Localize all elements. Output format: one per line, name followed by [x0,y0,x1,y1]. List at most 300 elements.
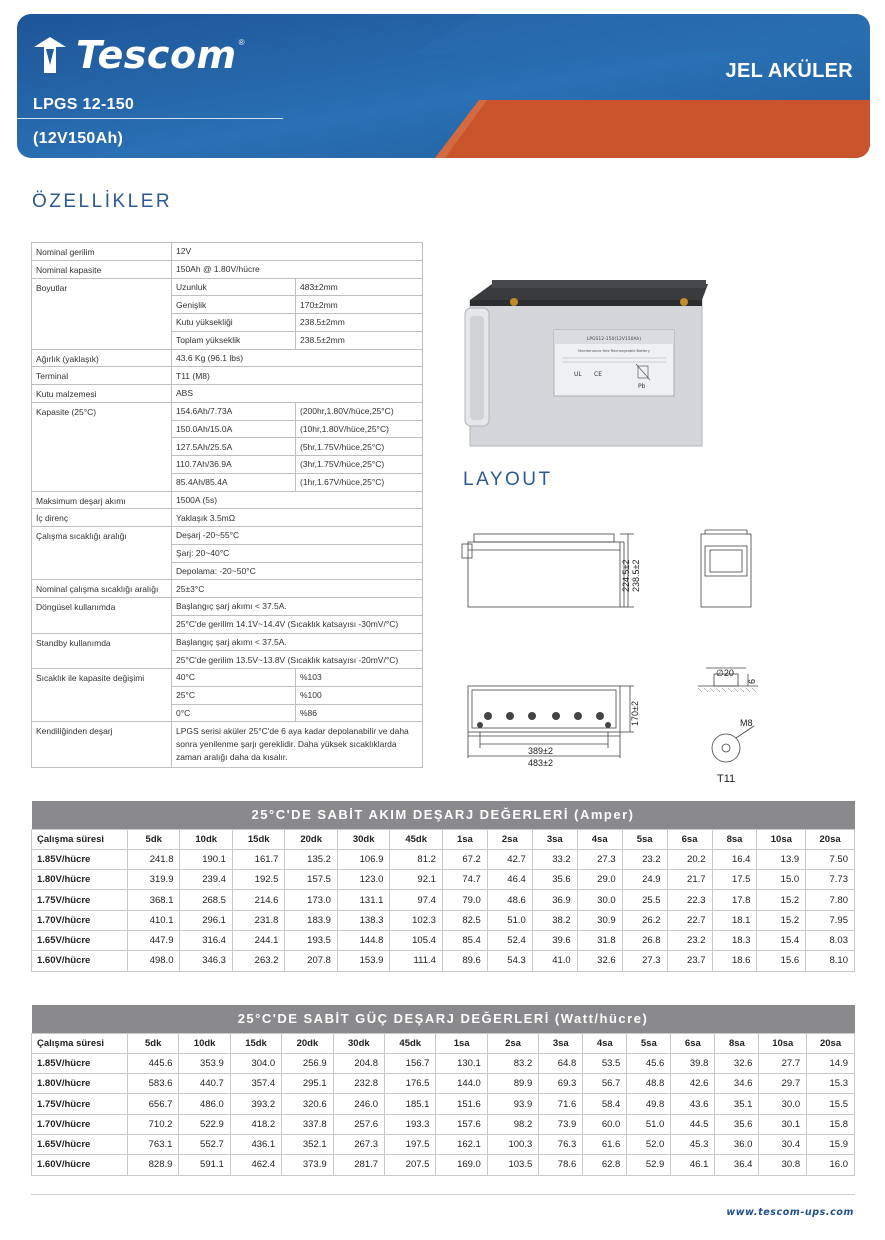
table-cell: 21.7 [667,870,712,890]
table-cell: 62.8 [583,1155,627,1175]
spec-row [32,349,423,367]
spec-value: Deşarj -20~55°C [172,527,423,545]
column-header: 20sa [806,829,855,849]
table-cell: 32.6 [715,1053,759,1073]
table-cell: 53.5 [583,1053,627,1073]
table-cell: 552.7 [179,1134,230,1154]
table-row [32,1053,855,1073]
table-cell: 30.8 [759,1155,807,1175]
table-cell: 183.9 [285,910,337,930]
spec-subvalue: (200hr,1.80V/hüce,25°C) [296,402,423,420]
table-cell: 296.1 [180,910,232,930]
table-cell: 131.1 [337,890,389,910]
spec-subkey: Genişlik [172,296,296,314]
table-cell: 43.6 [671,1094,715,1114]
table-cell: 64.8 [539,1053,583,1073]
table-cell: 346.3 [180,951,232,971]
table-cell: 22.3 [667,890,712,910]
table-cell: 239.4 [180,870,232,890]
column-header: 15dk [232,829,284,849]
table-row [32,849,855,869]
table-cell: 156.7 [385,1053,436,1073]
table-cell: 656.7 [128,1094,179,1114]
table-cell: 32.6 [577,951,622,971]
table-cell: 48.8 [627,1074,671,1094]
spec-subvalue: %100 [296,686,423,704]
table-cell: 231.8 [232,910,284,930]
spec-value: Başlangıç şarj akımı < 37.5A. [172,633,423,651]
table-cell: 39.8 [671,1053,715,1073]
dim-width: 170±2 [630,701,640,726]
spec-row [32,633,423,651]
table-cell: 15.2 [757,910,806,930]
spec-row [32,580,423,598]
website-link[interactable]: www.tescom-ups.com [726,1207,854,1218]
table-cell: 304.0 [230,1053,281,1073]
table-cell: 176.5 [385,1074,436,1094]
table-cell: 15.6 [757,951,806,971]
table-cell: 89.9 [487,1074,538,1094]
table-cell: 85.4 [442,930,487,950]
table-cell: 207.8 [285,951,337,971]
table-cell: 97.4 [390,890,442,910]
table-cell: 193.5 [285,930,337,950]
table-cell: 257.6 [333,1114,384,1134]
table-cell: 447.9 [128,930,180,950]
spec-subvalue: (10hr,1.80V/hüce,25°C) [296,420,423,438]
spec-row [32,385,423,403]
spec-value: Şarj: 20~40°C [172,544,423,562]
table-cell: 46.4 [487,870,532,890]
table-cell: 30.9 [577,910,622,930]
table-cell: 35.1 [715,1094,759,1114]
table-cell: 16.0 [807,1155,855,1175]
column-header: 5sa [622,829,667,849]
spec-value: Yaklaşık 3.5mΩ [172,509,423,527]
spec-subvalue: (3hr,1.75V/hüce,25°C) [296,456,423,474]
table-cell: 462.4 [230,1155,281,1175]
table-cell: 486.0 [179,1094,230,1114]
column-header: 20dk [285,829,337,849]
table-cell: 30.1 [759,1114,807,1134]
table-cell: 60.0 [583,1114,627,1134]
model-spec: (12V150Ah) [33,130,124,147]
spec-value: 43.6 Kg (96.1 lbs) [172,349,423,367]
table-cell: 82.5 [442,910,487,930]
table-cell: 353.9 [179,1053,230,1073]
row-label: 1.75V/hücre [32,890,128,910]
table-cell: 61.6 [583,1134,627,1154]
column-header: 4sa [583,1033,627,1053]
spec-subkey: 154.6Ah/7.73A [172,402,296,420]
table-cell: 30.0 [577,890,622,910]
spec-label: Kutu malzemesi [32,385,172,403]
table-cell: 17.8 [712,890,757,910]
spec-row [32,527,423,545]
table-cell: 204.8 [333,1053,384,1073]
table-cell: 15.2 [757,890,806,910]
table-title: 25°C'DE SABİT GÜÇ DEŞARJ DEĞERLERİ (Watt/hücre) [32,1005,855,1033]
table-cell: 144.8 [337,930,389,950]
table-cell: 319.9 [128,870,180,890]
table-cell: 169.0 [436,1155,487,1175]
spec-subkey: 150.0Ah/15.0A [172,420,296,438]
table-cell: 828.9 [128,1155,179,1175]
dim-terminal-spacing: 389±2 [528,746,553,756]
spec-subkey: 110.7Ah/36.9A [172,456,296,474]
table-cell: 7.73 [806,870,855,890]
table-cell: 18.3 [712,930,757,950]
table-cell: 42.6 [671,1074,715,1094]
table-row [32,890,855,910]
row-label: 1.60V/hücre [32,1155,128,1175]
table-cell: 232.8 [333,1074,384,1094]
table-cell: 368.1 [128,890,180,910]
column-header: 1sa [442,829,487,849]
column-header: 6sa [671,1033,715,1053]
column-header: 5dk [128,829,180,849]
table-cell: 190.1 [180,849,232,869]
table-cell: 320.6 [282,1094,333,1114]
table-cell: 295.1 [282,1074,333,1094]
ul-mark-icon: UL [574,371,582,378]
column-header: 20dk [282,1033,333,1053]
spec-subvalue: (5hr,1.75V/hüce,25°C) [296,438,423,456]
table-cell: 41.0 [532,951,577,971]
spec-row [32,243,423,261]
column-header: 45dk [385,1033,436,1053]
table-cell: 51.0 [487,910,532,930]
spec-value: ABS [172,385,423,403]
table-cell: 20.2 [667,849,712,869]
table-cell: 16.4 [712,849,757,869]
spec-row [32,509,423,527]
row-label: 1.85V/hücre [32,849,128,869]
table-cell: 15.3 [807,1074,855,1094]
table-cell: 39.6 [532,930,577,950]
table-cell: 498.0 [128,951,180,971]
table-header-row [32,1033,855,1053]
table-cell: 27.3 [577,849,622,869]
table-row [32,930,855,950]
table-cell: 436.1 [230,1134,281,1154]
table-cell: 151.6 [436,1094,487,1114]
row-label: 1.60V/hücre [32,951,128,971]
table-cell: 14.9 [807,1053,855,1073]
spec-value: T11 (M8) [172,367,423,385]
table-cell: 123.0 [337,870,389,890]
table-cell: 33.2 [532,849,577,869]
table-cell: 7.95 [806,910,855,930]
constant-current-table [31,801,855,972]
table-cell: 35.6 [715,1114,759,1134]
table-cell: 193.3 [385,1114,436,1134]
column-header: 30dk [337,829,389,849]
table-cell: 281.7 [333,1155,384,1175]
table-cell: 357.4 [230,1074,281,1094]
table-cell: 23.2 [622,849,667,869]
table-cell: 45.3 [671,1134,715,1154]
orange-band [435,100,870,158]
table-cell: 56.7 [583,1074,627,1094]
table-cell: 100.3 [487,1134,538,1154]
features-title: ÖZELLİKLER [32,191,173,212]
table-cell: 15.0 [757,870,806,890]
table-cell: 246.0 [333,1094,384,1114]
column-header: 5dk [128,1033,179,1053]
table-cell: 316.4 [180,930,232,950]
column-header: 30dk [333,1033,384,1053]
row-label: 1.65V/hücre [32,1134,128,1154]
spec-label: Terminal [32,367,172,385]
table-cell: 52.0 [627,1134,671,1154]
column-header: 8sa [712,829,757,849]
table-cell: 98.2 [487,1114,538,1134]
table-cell: 591.1 [179,1155,230,1175]
column-header: 10dk [179,1033,230,1053]
spec-label: Kapasite (25°C) [32,402,172,491]
column-header: 10sa [757,829,806,849]
dim-bolt-size: M8 [740,718,753,728]
table-cell: 22.7 [667,910,712,930]
spec-subvalue: %103 [296,669,423,687]
table-cell: 29.0 [577,870,622,890]
brand-name: Tescom [76,33,237,77]
table-cell: 26.2 [622,910,667,930]
spec-label: Sıcaklık ile kapasite değişimi [32,669,172,722]
column-header: 10sa [759,1033,807,1053]
table-cell: 36.0 [715,1134,759,1154]
table-cell: 83.2 [487,1053,538,1073]
spec-label: İç direnç [32,509,172,527]
table-cell: 522.9 [179,1114,230,1134]
pb-mark: Pb [638,383,646,390]
column-header: 1sa [436,1033,487,1053]
table-cell: 36.4 [715,1155,759,1175]
spec-subvalue: (1hr,1.67V/hüce,25°C) [296,473,423,491]
table-cell: 31.8 [577,930,622,950]
column-header: 2sa [487,829,532,849]
spec-subkey: 85.4Ah/85.4A [172,473,296,491]
spec-row [32,278,423,296]
table-cell: 157.6 [436,1114,487,1134]
spec-label: Kendiliğinden deşarj [32,722,172,768]
column-header: 45dk [390,829,442,849]
table-cell: 135.2 [285,849,337,869]
table-cell: 352.1 [282,1134,333,1154]
table-cell: 445.6 [128,1053,179,1073]
table-cell: 410.1 [128,910,180,930]
column-header: 10dk [180,829,232,849]
table-header-row [32,829,855,849]
column-header: 20sa [807,1033,855,1053]
table-cell: 52.4 [487,930,532,950]
spec-row [32,722,423,768]
table-cell: 130.1 [436,1053,487,1073]
table-row [32,1094,855,1114]
table-cell: 244.1 [232,930,284,950]
table-cell: 81.2 [390,849,442,869]
column-header: 15dk [230,1033,281,1053]
table-cell: 48.6 [487,890,532,910]
product-category: JEL AKÜLER [725,60,853,82]
spec-row [32,669,423,687]
table-cell: 256.9 [282,1053,333,1073]
table-cell: 71.6 [539,1094,583,1114]
table-cell: 111.4 [390,951,442,971]
dim-height-total: 238.5±2 [631,559,641,592]
table-cell: 214.6 [232,890,284,910]
table-cell: 18.1 [712,910,757,930]
corner-header: Çalışma süresi [32,829,128,849]
footer-divider [31,1194,855,1195]
table-cell: 8.03 [806,930,855,950]
table-cell: 15.5 [807,1094,855,1114]
spec-label: Döngüsel kullanımda [32,598,172,634]
column-header: 8sa [715,1033,759,1053]
table-cell: 207.5 [385,1155,436,1175]
specs-table [31,242,423,768]
spec-subkey: 127.5Ah/25.5A [172,438,296,456]
spec-value: 12V [172,243,423,261]
model-name: LPGS 12-150 [33,96,135,113]
column-header: 3sa [532,829,577,849]
table-cell: 38.2 [532,910,577,930]
spec-value: 150Ah @ 1.80V/hücre [172,260,423,278]
spec-value: Depolama: -20~50°C [172,562,423,580]
registered-mark: ® [238,38,245,47]
battery-label-model: LPGS12-150(12V150Ah) [586,337,642,342]
spec-row [32,598,423,616]
table-cell: 185.1 [385,1094,436,1114]
table-cell: 144.0 [436,1074,487,1094]
dim-length: 483±2 [528,758,553,768]
terminal-type: T11 [717,773,736,785]
table-cell: 103.5 [487,1155,538,1175]
table-cell: 373.9 [282,1155,333,1175]
table-cell: 78.6 [539,1155,583,1175]
spec-label: Boyutlar [32,278,172,349]
table-cell: 763.1 [128,1134,179,1154]
table-cell: 106.9 [337,849,389,869]
table-cell: 79.0 [442,890,487,910]
spec-label: Standby kullanımda [32,633,172,669]
table-cell: 15.8 [807,1114,855,1134]
column-header: 4sa [577,829,622,849]
table-cell: 192.5 [232,870,284,890]
table-row [32,1134,855,1154]
table-cell: 73.9 [539,1114,583,1134]
spec-subkey: 40°C [172,669,296,687]
spec-label: Nominal çalışma sıcaklığı aralığı [32,580,172,598]
table-cell: 30.0 [759,1094,807,1114]
table-cell: 45.6 [627,1053,671,1073]
spec-value: Başlangıç şarj akımı < 37.5A. [172,598,423,616]
spec-label: Nominal kapasite [32,260,172,278]
table-cell: 92.1 [390,870,442,890]
column-header: 5sa [627,1033,671,1053]
spec-label: Ağırlık (yaklaşık) [32,349,172,367]
table-cell: 153.9 [337,951,389,971]
table-cell: 710.2 [128,1114,179,1134]
table-cell: 268.5 [180,890,232,910]
row-label: 1.65V/hücre [32,930,128,950]
spec-row [32,491,423,509]
row-label: 1.75V/hücre [32,1094,128,1114]
column-header: 6sa [667,829,712,849]
dim-terminal-diameter: ∅20 [716,668,734,678]
spec-value: 25°C'de gerilim 13.5V~13.8V (Sıcaklık katsayısı -20mV/°C) [172,651,423,669]
table-cell: 52.9 [627,1155,671,1175]
spec-subvalue: 238.5±2mm [296,314,423,332]
table-cell: 54.3 [487,951,532,971]
column-header: 3sa [539,1033,583,1053]
spec-subkey: Kutu yüksekliği [172,314,296,332]
constant-power-table [31,1005,855,1176]
table-cell: 27.3 [622,951,667,971]
table-cell: 51.0 [627,1114,671,1134]
tescom-logo-icon [32,35,68,75]
table-cell: 76.3 [539,1134,583,1154]
table-cell: 17.5 [712,870,757,890]
spec-row [32,367,423,385]
spec-subkey: Toplam yükseklik [172,331,296,349]
dim-height-box: 224.5±2 [621,559,631,592]
table-cell: 173.0 [285,890,337,910]
table-cell: 89.6 [442,951,487,971]
spec-value: 1500A (5s) [172,491,423,509]
dim-terminal-height: 6 [747,678,757,684]
spec-subvalue: 238.5±2mm [296,331,423,349]
spec-subvalue: 170±2mm [296,296,423,314]
column-header: 2sa [487,1033,538,1053]
table-cell: 58.4 [583,1094,627,1114]
spec-label: Maksimum deşarj akımı [32,491,172,509]
spec-value: LPGS serisi aküler 25°C'de 6 aya kadar depolanabilir ve daha sonra yenilenme şarjı gereklidir. Daha yüksek sıcaklıklarda zaman aralığı daha da kısalır. [172,722,423,768]
spec-label: Çalışma sıcaklığı aralığı [32,527,172,580]
brand-logo [32,32,245,78]
row-label: 1.80V/hücre [32,1074,128,1094]
table-row [32,951,855,971]
spec-subvalue: 483±2mm [296,278,423,296]
battery-image [462,272,714,452]
table-cell: 157.5 [285,870,337,890]
spec-value: 25°C'de gerilim 14.1V~14.4V (Sıcaklık katsayısı -30mV/°C) [172,615,423,633]
table-cell: 583.6 [128,1074,179,1094]
table-cell: 7.80 [806,890,855,910]
table-cell: 13.9 [757,849,806,869]
table-cell: 393.2 [230,1094,281,1114]
table-row [32,1114,855,1134]
spec-row [32,260,423,278]
table-cell: 24.9 [622,870,667,890]
table-cell: 27.7 [759,1053,807,1073]
table-cell: 267.3 [333,1134,384,1154]
table-cell: 7.50 [806,849,855,869]
table-cell: 46.1 [671,1155,715,1175]
table-cell: 93.9 [487,1094,538,1114]
spec-subkey: Uzunluk [172,278,296,296]
table-row [32,1155,855,1175]
table-cell: 30.4 [759,1134,807,1154]
table-cell: 36.9 [532,890,577,910]
table-cell: 18.6 [712,951,757,971]
table-cell: 418.2 [230,1114,281,1134]
table-cell: 34.6 [715,1074,759,1094]
table-cell: 15.4 [757,930,806,950]
corner-header: Çalışma süresi [32,1033,128,1053]
table-cell: 23.7 [667,951,712,971]
